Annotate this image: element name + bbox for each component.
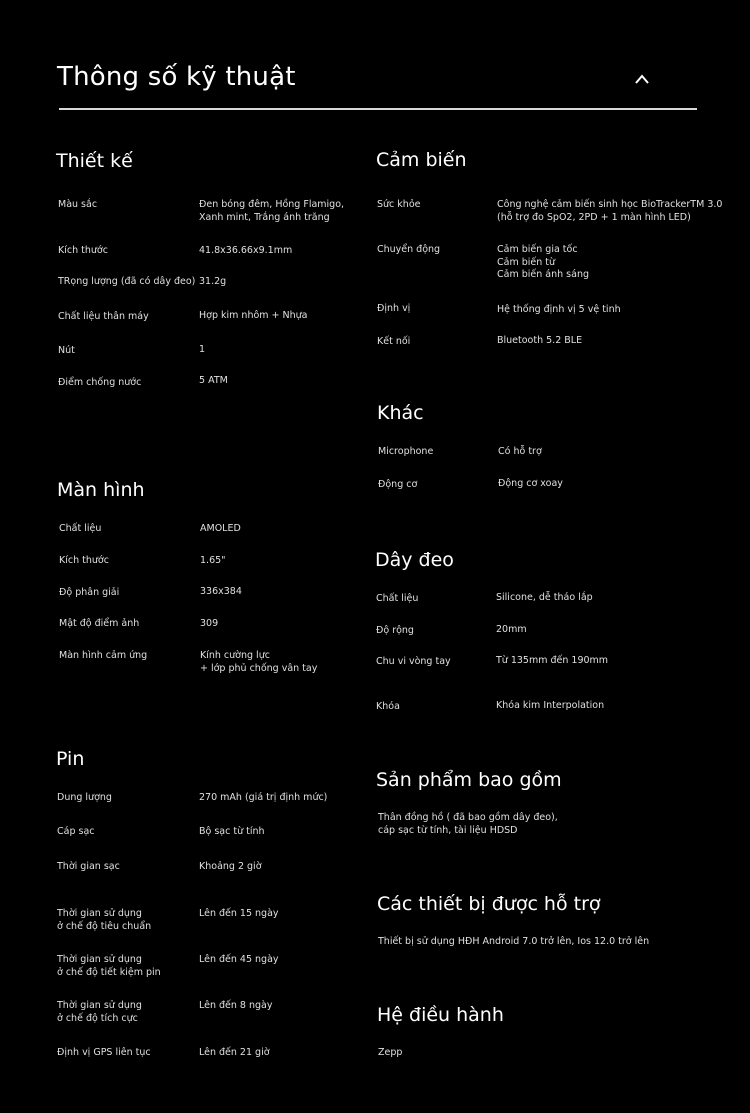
spec-label: Kích thước xyxy=(58,245,108,256)
spec-value: Từ 135mm đến 190mm xyxy=(496,655,609,666)
spec-value: 1.65" xyxy=(200,555,226,566)
spec-label: Độ rộng xyxy=(376,625,414,636)
section-supported-heading: Các thiết bị được hỗ trợ xyxy=(377,893,601,915)
spec-value: Bộ sạc từ tính xyxy=(199,826,265,837)
spec-label: Chuyển động xyxy=(377,244,441,255)
spec-label: Định vị GPS liên tục xyxy=(57,1047,151,1058)
spec-value: Lên đến 8 ngày xyxy=(199,1000,273,1011)
spec-value: 20mm xyxy=(496,624,527,635)
spec-label: Động cơ xyxy=(378,479,418,490)
supported-text: Thiết bị sử dụng HĐH Android 7.0 trở lên, Ios 12.0 trở lên xyxy=(378,936,650,947)
section-other-heading: Khác xyxy=(377,402,424,424)
spec-label: Cáp sạc xyxy=(57,826,95,837)
page-title: Thông số kỹ thuật xyxy=(57,62,296,92)
spec-value: Kính cường lực + lớp phủ chống vân tay xyxy=(200,650,318,674)
spec-label: Thời gian sử dụng ở chế độ tích cực xyxy=(57,1000,142,1024)
spec-value: 336x384 xyxy=(200,586,242,597)
spec-value: Khóa kim Interpolation xyxy=(496,700,605,711)
spec-value: Hợp kim nhôm + Nhựa xyxy=(199,310,308,321)
spec-label: Microphone xyxy=(378,446,434,457)
spec-value: Đen bóng đêm, Hồng Flamigo, Xanh mint, Trắng ánh trăng xyxy=(199,199,345,223)
spec-label: Chất liệu xyxy=(376,593,419,604)
chevron-up-icon[interactable] xyxy=(633,71,651,85)
section-package-heading: Sản phẩm bao gồm xyxy=(376,769,562,791)
os-text: Zepp xyxy=(378,1047,403,1058)
header-divider xyxy=(59,108,697,110)
spec-value: Động cơ xoay xyxy=(498,478,563,489)
spec-value: Công nghệ cảm biến sinh học BioTrackerTM 3.0 (hỗ trợ đo SpO2, 2PD + 1 màn hình LED) xyxy=(497,199,723,223)
spec-value: 309 xyxy=(200,618,219,629)
spec-value: Có hỗ trợ xyxy=(498,446,542,457)
spec-label: Khóa xyxy=(376,701,400,712)
spec-label: Dung lượng xyxy=(57,792,112,803)
section-strap-heading: Dây đeo xyxy=(375,549,454,571)
package-text: Thân đồng hồ ( đã bao gồm dây đeo), cáp sạc từ tính, tài liệu HDSD xyxy=(378,812,558,836)
spec-label: Màu sắc xyxy=(58,199,98,210)
section-battery-heading: Pin xyxy=(56,748,85,770)
section-design-heading: Thiết kế xyxy=(56,150,133,172)
spec-label: Định vị xyxy=(377,303,411,314)
spec-value: Lên đến 15 ngày xyxy=(199,908,279,919)
section-display-heading: Màn hình xyxy=(57,479,145,501)
spec-label: Màn hình cảm ứng xyxy=(59,650,148,661)
spec-label: Chu vi vòng tay xyxy=(376,656,451,667)
spec-value: Lên đến 45 ngày xyxy=(199,954,279,965)
spec-value: 270 mAh (giá trị định mức) xyxy=(199,792,328,803)
section-sensors-heading: Cảm biến xyxy=(376,149,467,171)
spec-label: Nút xyxy=(58,345,75,356)
spec-label: Thời gian sử dụng ở chế độ tiết kiệm pin xyxy=(57,954,161,978)
spec-value: 31.2g xyxy=(199,276,227,287)
spec-label: Mật độ điểm ảnh xyxy=(59,618,140,629)
spec-label: Kích thước xyxy=(59,555,109,566)
spec-value: 1 xyxy=(199,344,206,355)
spec-label: Độ phân giải xyxy=(59,587,120,598)
spec-value: Silicone, dễ tháo lắp xyxy=(496,592,593,603)
spec-value: AMOLED xyxy=(200,523,241,534)
spec-label: Chất liệu xyxy=(59,523,102,534)
spec-value: 5 ATM xyxy=(199,375,228,386)
spec-label: Kết nối xyxy=(377,336,411,347)
spec-label: TRọng lượng (đã có dây đeo) xyxy=(58,276,196,287)
spec-value: 41.8x36.66x9.1mm xyxy=(199,245,293,256)
spec-value: Cảm biến gia tốc Cảm biến từ Cảm biến ánh sáng xyxy=(497,244,589,280)
spec-label: Điểm chống nước xyxy=(58,377,142,388)
section-os-heading: Hệ điều hành xyxy=(377,1004,504,1026)
spec-label: Thời gian sử dụng ở chế độ tiêu chuẩn xyxy=(57,908,152,932)
spec-value: Bluetooth 5.2 BLE xyxy=(497,335,583,346)
spec-label: Thời gian sạc xyxy=(57,861,120,872)
spec-label: Sức khỏe xyxy=(377,199,421,210)
spec-value: Lên đến 21 giờ xyxy=(199,1047,270,1058)
spec-value: Khoảng 2 giờ xyxy=(199,861,262,872)
spec-label: Chất liệu thân máy xyxy=(58,311,149,322)
spec-value: Hệ thống định vị 5 vệ tinh xyxy=(497,304,621,315)
